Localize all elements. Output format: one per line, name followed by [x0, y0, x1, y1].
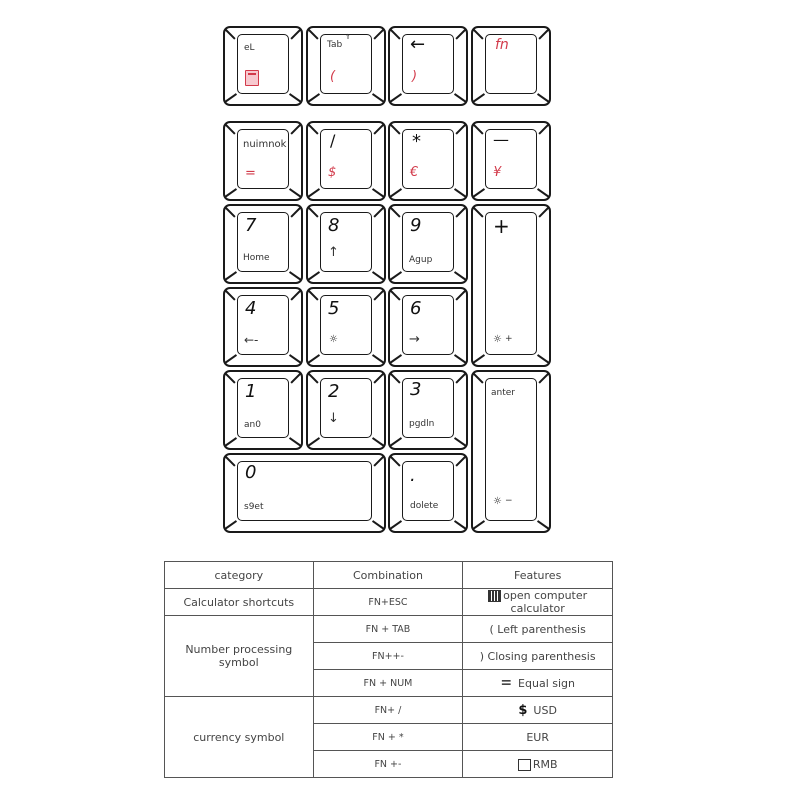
key-0-label: 0 — [245, 462, 257, 483]
combination-cell: FN + NUM — [313, 670, 463, 697]
key-8-label: 8 — [328, 215, 340, 236]
key-7-sub: Home — [243, 253, 270, 263]
feature-text: RMB — [532, 757, 558, 771]
key-minus — [471, 121, 551, 201]
combination-cell: FN + * — [313, 724, 463, 751]
table-row — [165, 616, 613, 643]
key-5-label: 5 — [328, 298, 340, 319]
shortcut-table — [164, 561, 613, 778]
feature-cell: ) Closing parenthesis — [463, 643, 613, 670]
key-plus-label: + — [493, 214, 510, 238]
calculator-icon — [488, 590, 501, 602]
key-multiply — [388, 121, 468, 201]
key-numlock-label: nuimnok — [243, 139, 287, 150]
key-enter-sub: − — [505, 496, 513, 506]
category-cell: Number processing symbol — [165, 616, 314, 697]
key-fn — [471, 26, 551, 106]
unknown-glyph-icon — [518, 759, 531, 771]
key-8-sub: ↑ — [328, 245, 339, 260]
key-dot-sub: dolete — [410, 501, 439, 511]
key-4-sub: ←- — [244, 333, 259, 347]
header-features: Features — [463, 562, 613, 589]
key-2-label: 2 — [328, 381, 340, 402]
header-combination: Combination — [313, 562, 463, 589]
key-numlock — [223, 121, 303, 201]
brightness-up-icon: ☼ — [493, 334, 502, 345]
brightness-icon: ☼ — [329, 334, 338, 345]
key-4 — [223, 287, 303, 367]
key-minus-fn-label: ¥ — [493, 165, 502, 180]
key-dot — [388, 453, 468, 533]
key-tab-fn-label: ( — [330, 69, 336, 84]
key-1-label: 1 — [245, 381, 257, 402]
key-5 — [306, 287, 386, 367]
key-8 — [306, 204, 386, 284]
category-cell: Calculator shortcuts — [165, 589, 314, 616]
key-2-sub: ↓ — [328, 411, 339, 426]
feature-text: Equal sign — [518, 677, 575, 690]
header-category: category — [165, 562, 314, 589]
combination-cell: FN+ESC — [313, 589, 463, 616]
key-divide-label: / — [330, 131, 336, 150]
key-enter — [471, 370, 551, 533]
combination-cell: FN+ / — [313, 697, 463, 724]
key-3 — [388, 370, 468, 450]
key-7-label: 7 — [245, 215, 257, 236]
key-divide — [306, 121, 386, 201]
key-0 — [223, 453, 386, 533]
combination-cell: FN++- — [313, 643, 463, 670]
key-tab — [306, 26, 386, 106]
feature-cell — [463, 670, 613, 697]
feature-text: USD — [533, 703, 557, 717]
feature-cell — [463, 697, 613, 724]
key-dot-label: . — [410, 465, 416, 486]
key-4-label: 4 — [245, 298, 257, 319]
key-tab-super: ⇑ — [345, 33, 351, 41]
key-backspace-fn-label: ) — [412, 69, 418, 84]
key-1-sub: an0 — [244, 420, 261, 430]
equal-icon: = — [500, 675, 513, 691]
key-6-sub: → — [409, 332, 420, 347]
table-row — [165, 697, 613, 724]
key-esc-label: eL — [244, 43, 255, 53]
key-9 — [388, 204, 468, 284]
key-9-sub: Agup — [409, 255, 433, 265]
dollar-icon: $ — [518, 702, 528, 718]
key-1 — [223, 370, 303, 450]
key-3-label: 3 — [410, 379, 422, 400]
feature-cell: ( Left parenthesis — [463, 616, 613, 643]
key-6 — [388, 287, 468, 367]
key-multiply-label: * — [412, 131, 421, 152]
key-divide-fn-label: $ — [328, 165, 337, 180]
key-7 — [223, 204, 303, 284]
key-3-sub: pgdln — [409, 419, 435, 429]
key-tab-label: Tab — [327, 40, 343, 50]
key-multiply-fn-label: € — [410, 165, 419, 180]
key-plus — [471, 204, 551, 367]
category-cell: currency symbol — [165, 697, 314, 778]
feature-cell — [463, 751, 613, 778]
key-plus-sub: + — [505, 334, 513, 344]
combination-cell: FN +- — [313, 751, 463, 778]
feature-text: open computer calculator — [503, 589, 588, 615]
key-fn-label: fn — [495, 37, 509, 53]
brightness-down-icon: ☼ — [493, 496, 502, 507]
table-header-row — [165, 562, 613, 589]
key-9-label: 9 — [410, 215, 422, 236]
key-6-label: 6 — [410, 298, 422, 319]
calculator-icon — [245, 70, 259, 86]
feature-cell — [463, 589, 613, 616]
key-backspace — [388, 26, 468, 106]
feature-cell: EUR — [463, 724, 613, 751]
key-numlock-fn-label: = — [245, 166, 256, 181]
key-minus-label: — — [493, 130, 509, 149]
key-0-sub: s9et — [244, 502, 264, 512]
key-esc — [223, 26, 303, 106]
key-2 — [306, 370, 386, 450]
table-row — [165, 589, 613, 616]
key-backspace-label: ← — [410, 34, 426, 55]
combination-cell: FN + TAB — [313, 616, 463, 643]
key-enter-label: anter — [491, 388, 515, 398]
